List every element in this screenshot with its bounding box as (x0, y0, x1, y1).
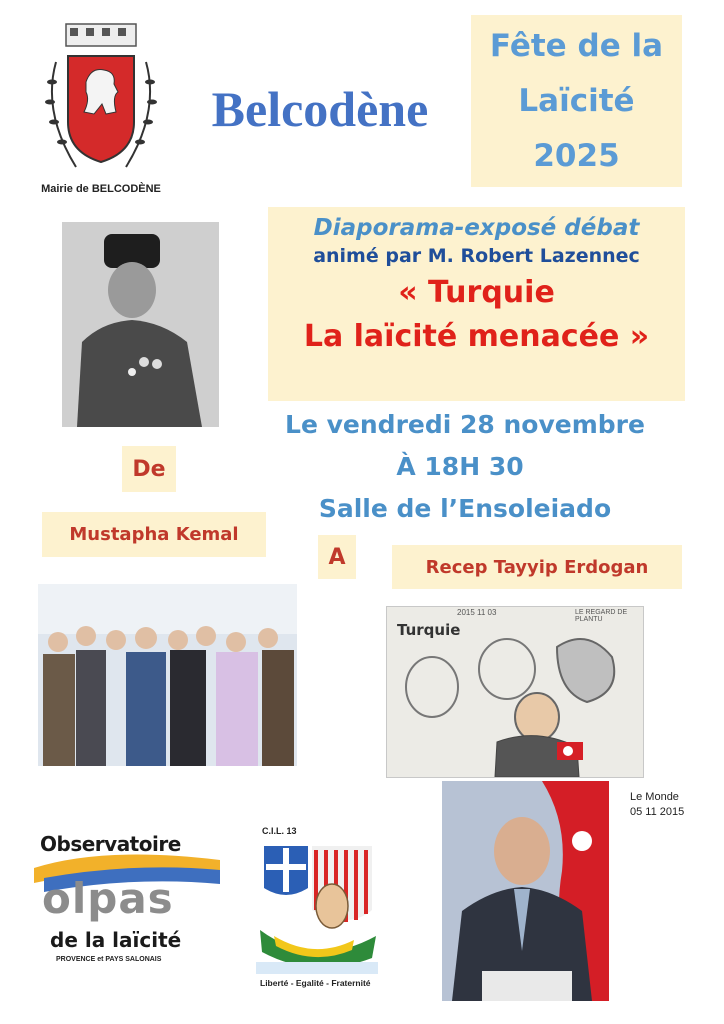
from-name: Mustapha Kemal (42, 512, 266, 557)
cartoon-date-stamp: 2015 11 03 (457, 608, 497, 617)
fete-line-2: Laïcité (518, 82, 635, 119)
to-name: Recep Tayyip Erdogan (392, 545, 682, 589)
olpas-bottom-text: de la laïcité (50, 928, 182, 952)
town-title: Belcodène (211, 81, 429, 137)
event-title-line-1: « Turquie (398, 275, 555, 310)
mairie-caption: Mairie de BELCODÈNE (41, 183, 161, 195)
olpas-logo (34, 828, 220, 970)
credit-date: 05 11 2015 (630, 806, 685, 818)
event-venue: Salle de l’Ensoleiado (318, 494, 612, 523)
to-label: A (318, 535, 356, 579)
crest-icon (36, 22, 166, 182)
erdogan-photo (442, 781, 609, 1001)
portrait-photo-icon (62, 222, 219, 427)
fete-line-3: 2025 (533, 137, 620, 174)
olpas-top-text: Observatoire (40, 832, 181, 856)
olpas-mid-text: olpas (42, 874, 174, 923)
cartoon-stamp: LE REGARD DE PLANTU (575, 609, 628, 623)
olpas-region-text: PROVENCE et PAYS SALONAIS (56, 956, 162, 963)
from-label: De (122, 446, 176, 492)
photo-credit (630, 790, 684, 820)
cil-top-text: C.I.L. 13 (262, 826, 297, 836)
cartoon-heading: Turquie (397, 621, 461, 639)
fete-box (471, 15, 682, 187)
kemal-portrait (62, 222, 219, 427)
credit-source: Le Monde (630, 791, 679, 803)
erdogan-photo-icon (442, 781, 609, 1001)
group-photo-icon (38, 584, 297, 766)
event-host: animé par M. Robert Lazennec (313, 245, 640, 267)
cil-motto-text: Liberté - Egalité - Fraternité (260, 978, 371, 988)
mairie-crest (36, 22, 166, 182)
event-subtitle: Diaporama-exposé débat (313, 215, 640, 241)
cil-logo (254, 826, 380, 992)
event-date: Le vendredi 28 novembre (285, 410, 645, 439)
event-box (268, 207, 685, 401)
event-title-line-2: La laïcité menacée » (303, 319, 650, 354)
event-time: À 18H 30 (396, 452, 524, 481)
fete-line-1: Fête de la (489, 27, 664, 64)
plantu-cartoon (386, 606, 644, 778)
cil-emblem-icon (254, 840, 380, 990)
group-photo (38, 584, 297, 766)
